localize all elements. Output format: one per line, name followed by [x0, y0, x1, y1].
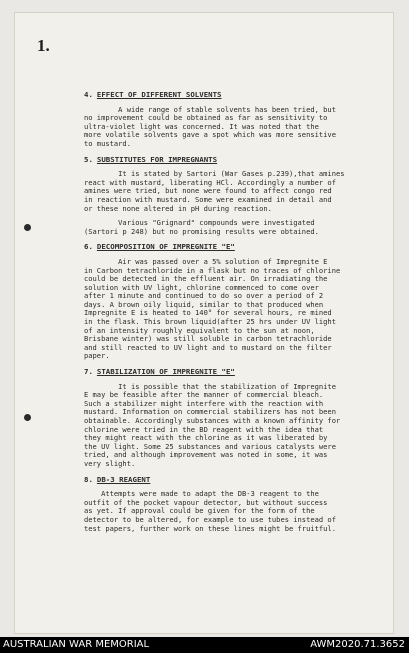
text-line: and still reacted to UV light and to mustard on the filter: [84, 342, 332, 352]
text-line: to mustard.: [84, 138, 131, 148]
text-line: (Sartori p 248) but no promising results were obtained.: [84, 226, 319, 236]
text-line: chlorine were tried in the BD reagent with the idea that: [84, 424, 324, 434]
text-line: Impregnite E is heated to 140° for several hours, re mined: [84, 308, 332, 318]
paragraph: [84, 170, 367, 213]
text-line: in reaction with mustard. Some were examined in detail and: [84, 194, 332, 204]
text-line: no improvement could be obtained as far as sensitivity to: [84, 113, 328, 123]
text-line: after 1 minute and continued to do so over a period of 2: [84, 291, 324, 301]
text-line: tried, and although improvement was noted in some, it was: [84, 450, 328, 460]
text-line: It is stated by Sartori (War Gases p.239),that amines: [84, 169, 345, 179]
text-line: the UV light. Some 25 substances and various catalysts were: [84, 441, 336, 451]
text-line: days. A brown oily liquid, similar to that produced when: [84, 299, 324, 309]
section-title: STABILIZATION OF IMPREGNITE "E": [96, 367, 235, 377]
section-heading: [84, 91, 367, 100]
text-line: solution with UV light, chlorine commenced to come over: [84, 282, 319, 292]
text-line: as yet. If approval could be given for the form of the: [84, 506, 315, 516]
text-line: paper.: [84, 351, 110, 361]
section: [84, 91, 367, 149]
text-line: or these none altered in pH during reaction.: [84, 203, 272, 213]
section-heading: [84, 243, 367, 252]
footer-accession-number: AWM2020.71.3652: [310, 639, 405, 650]
section-title: DECOMPOSITION OF IMPREGNITE "E": [96, 242, 235, 252]
text-line: they might react with the chlorine as it was liberated by: [84, 433, 328, 443]
page-mark: 1.: [37, 36, 50, 55]
text-line: Such a stabilizer might interfere with the reaction with: [84, 398, 324, 408]
punch-hole-icon: [24, 414, 31, 421]
section: [84, 368, 367, 469]
footer-institution: AUSTRALIAN WAR MEMORIAL: [3, 639, 150, 650]
text-line: E may be feasible after the manner of commercial bleach.: [84, 390, 324, 400]
text-line: test papers, further work on these lines might be fruitful.: [84, 523, 336, 533]
section-heading: [84, 476, 367, 485]
text-line: in the flask. This brown liquid(after 25 hrs under UV light: [84, 317, 336, 327]
text-line: ultra-violet light was concerned. It was noted that the: [84, 121, 319, 131]
text-line: obtainable. Accordingly substances with a known affinity for: [84, 416, 341, 425]
section-number: 8.: [84, 474, 93, 484]
text-line: It is possible that the stabilization of Impregnite: [84, 381, 336, 391]
paragraph: [84, 219, 367, 236]
section-heading: [84, 368, 367, 377]
section-heading: [84, 156, 367, 165]
text-line: could be detected in the effluent air. On irradiating the: [84, 274, 328, 284]
document-body: [84, 91, 367, 540]
paragraph: [84, 490, 367, 533]
section: [84, 156, 367, 237]
text-line: detector to be altered, for example to use tubes instead of: [84, 514, 336, 524]
archive-footer: [0, 637, 409, 653]
section-title: DB-3 REAGENT: [96, 474, 151, 484]
section-number: 6.: [84, 242, 93, 252]
text-line: more volatile solvents gave a spot which was more sensitive: [84, 130, 336, 140]
text-line: react with mustard, liberating HCl. Accordingly a number of: [84, 177, 336, 187]
section-number: 4.: [84, 90, 93, 99]
text-line: amines were tried, but none were found to affect congo red: [84, 186, 332, 196]
paragraph: [84, 383, 367, 469]
paragraph: [84, 106, 367, 149]
section: [84, 243, 367, 361]
section-title: SUBSTITUTES FOR IMPREGNANTS: [96, 154, 218, 164]
text-line: Brisbane winter) was still soluble in carbon tetrachloride: [84, 334, 332, 344]
text-line: Air was passed over a 5% solution of Impregnite E: [84, 256, 328, 266]
text-line: outfit of the pocket vapour detector, but without success: [84, 497, 328, 507]
text-line: in Carbon tetrachloride in a flask but no traces of chlorine: [84, 265, 341, 275]
paragraph: [84, 258, 367, 361]
section: [84, 476, 367, 534]
punch-hole-icon: [24, 224, 31, 231]
section-number: 5.: [84, 154, 93, 164]
text-line: very slight.: [84, 458, 136, 468]
text-line: of an intensity roughly equivalent to the sun at noon,: [84, 325, 315, 335]
text-line: mustard. Information on commercial stabilizers has not been: [84, 407, 336, 417]
text-line: Attempts were made to adapt the DB-3 reagent to the: [84, 489, 319, 499]
text-line: A wide range of stable solvents has been tried, but: [84, 104, 336, 114]
text-line: Various "Grignard" compounds were investigated: [84, 218, 315, 228]
section-title: EFFECT OF DIFFERENT SOLVENTS: [96, 90, 222, 99]
section-number: 7.: [84, 367, 93, 377]
